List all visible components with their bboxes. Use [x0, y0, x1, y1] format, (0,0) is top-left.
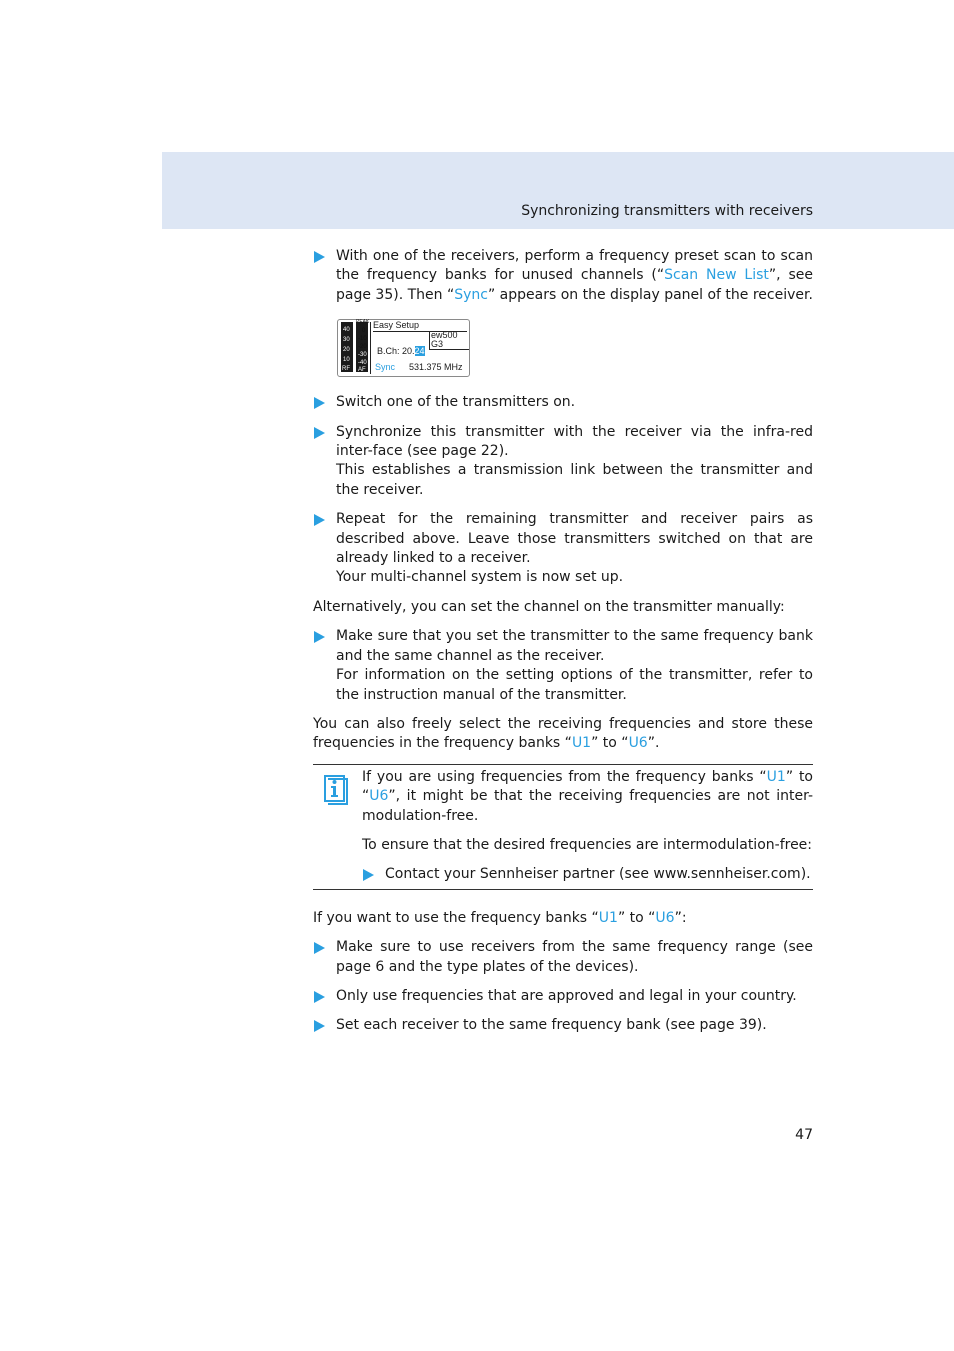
instruction-step [313, 938, 813, 977]
triangle-bullet-icon [314, 397, 325, 409]
info-note-box [313, 764, 813, 890]
instruction-step [313, 423, 813, 501]
note-instruction-step [362, 865, 813, 884]
step-text: Repeat for the remaining transmitter and receiver pairs as described above. Leave those transmitters switched on that are already linked to a receiver. [336, 511, 813, 567]
paragraph: If you want to use the frequency banks “U1” to “U6”: [313, 909, 687, 926]
instruction-step [313, 627, 813, 705]
page-header-title: Synchronizing transmitters with receivers [521, 203, 813, 219]
info-icon [322, 773, 348, 805]
instruction-step [313, 510, 813, 588]
main-content [313, 247, 813, 1046]
step-text: Only use frequencies that are approved and legal in your country. [336, 987, 797, 1004]
instruction-step [313, 393, 813, 412]
display-divider [370, 322, 371, 374]
step-result-text: For information on the setting options of the transmitter, refer to the instruction manual of the transmitter. [336, 667, 813, 703]
note-text: To ensure that the desired frequencies are intermodulation-free: [362, 836, 813, 853]
triangle-bullet-icon [314, 991, 325, 1003]
step-text: Set each receiver to the same frequency bank (see page 39). [336, 1017, 767, 1034]
triangle-bullet-icon [314, 942, 325, 954]
step-text: Make sure that you set the transmitter to the same frequency bank and the same channel as the receiver. [336, 628, 813, 664]
receiver-display-illustration: 40 30 20 10 RF PEAK 0 -10 -20 -30 -40 AF Easy Setup ew500 G3 B.Ch: 20.24 Sync 531.375 MHz [337, 319, 470, 377]
display-model-name: ew500 G3 [429, 331, 469, 350]
paragraph: You can also freely select the receiving frequencies and store these frequencies in the frequency banks “U1” to “U6”. [313, 715, 813, 752]
step-result-text: This establishes a transmission link between the transmitter and the receiver. [336, 462, 813, 498]
triangle-bullet-icon [314, 251, 325, 263]
step-text: Switch one of the transmitters on. [336, 394, 576, 411]
display-frequency: 531.375 MHz [409, 362, 463, 373]
instruction-step [313, 247, 813, 305]
display-sync-label: Sync [375, 362, 396, 373]
triangle-bullet-icon [314, 514, 325, 526]
instruction-step [313, 987, 813, 1006]
step-text: Synchronize this transmitter with the receiver via the infra-red inter-face (see page 22). [336, 423, 813, 460]
triangle-bullet-icon [314, 427, 325, 439]
note-text: If you are using frequencies from the frequency banks “U1” to “U6”, it might be that the receiving frequencies are not inter-modulation-free. [362, 768, 813, 824]
step-result-text: Your multi-channel system is now set up. [336, 569, 624, 586]
step-text: With one of the receivers, perform a frequency preset scan to scan the frequency banks for unused channels (“Scan New List”, see page 35). Then “Sync” appears on the display panel of the receiver. [336, 248, 813, 303]
triangle-bullet-icon [363, 869, 374, 881]
step-text: Make sure to use receivers from the same frequency range (see page 6 and the type plates of the devices). [336, 939, 813, 975]
display-bank-channel: B.Ch: 20.24 [377, 346, 425, 357]
triangle-bullet-icon [314, 631, 325, 643]
triangle-bullet-icon [314, 1020, 325, 1032]
display-menu-title: Easy Setup [373, 320, 420, 331]
paragraph: Alternatively, you can set the channel on the transmitter manually: [313, 598, 785, 615]
step-text: Contact your Sennheiser partner (see www.sennheiser.com). [385, 866, 811, 883]
page-number: 47 [795, 1127, 813, 1143]
instruction-step [313, 1016, 813, 1035]
